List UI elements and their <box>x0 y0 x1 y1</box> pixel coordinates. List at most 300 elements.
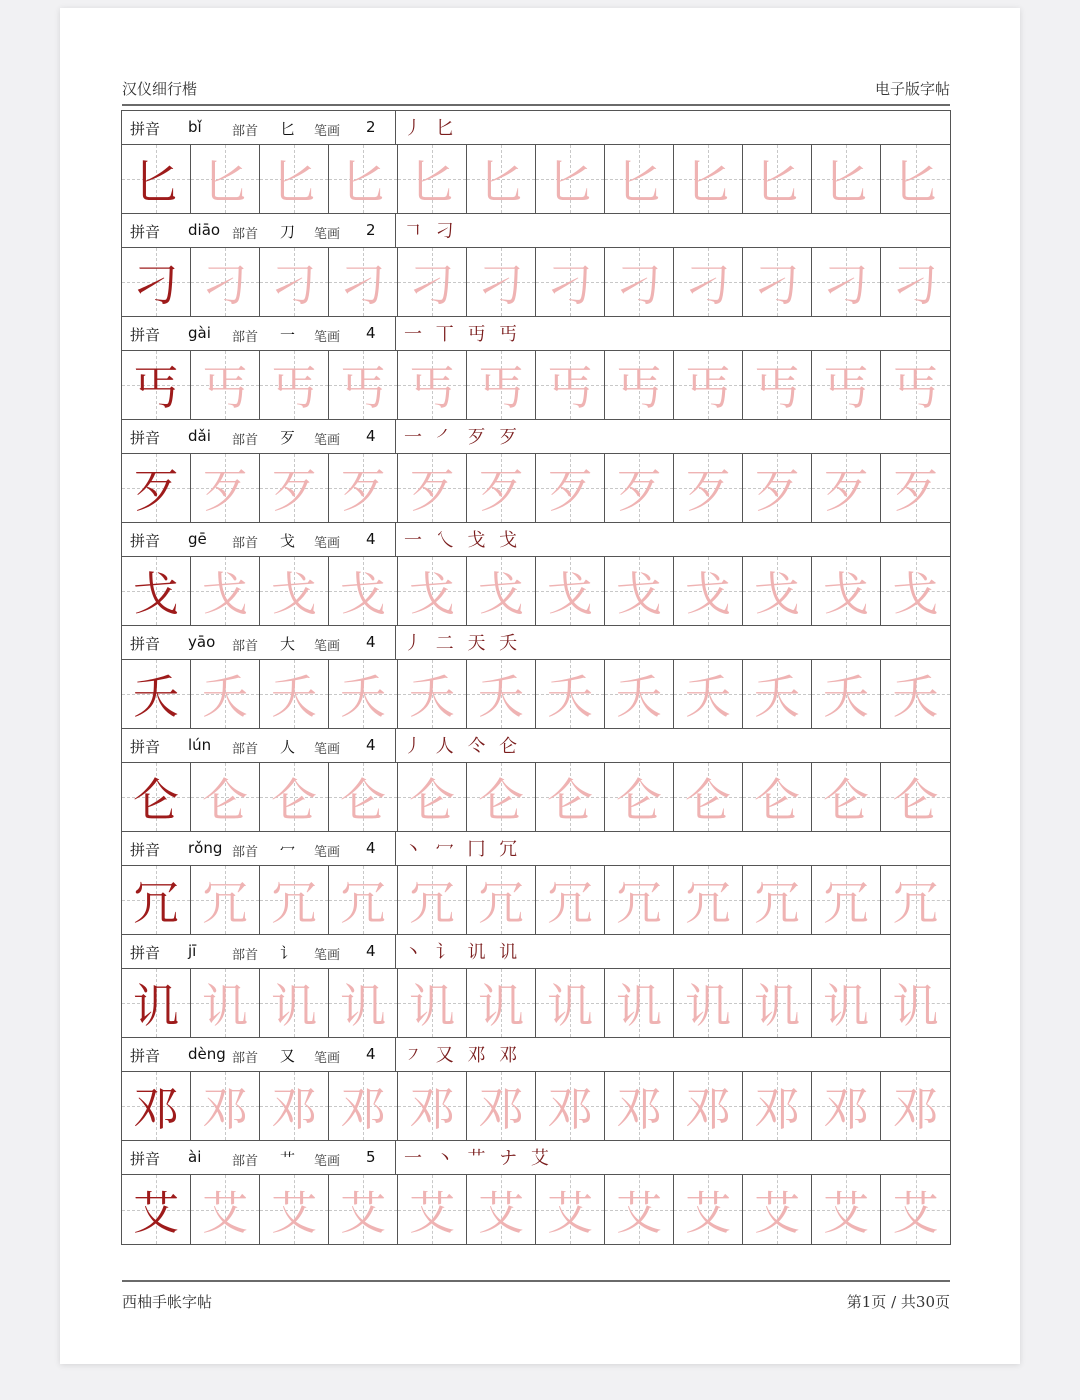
trace-character: 歹 <box>754 464 800 518</box>
pinyin-value: dèng <box>188 1045 226 1063</box>
trace-character: 匕 <box>685 155 731 209</box>
trace-character: 歹 <box>823 464 869 518</box>
pinyin-value: jī <box>188 942 197 960</box>
trace-cell <box>467 1072 536 1140</box>
trace-cell <box>674 969 743 1037</box>
trace-cell <box>260 660 329 728</box>
trace-character: 讥 <box>616 979 662 1033</box>
pinyin-label: 拼音 <box>130 635 161 653</box>
trace-character: 夭 <box>892 670 939 724</box>
trace-character: 刁 <box>478 258 524 312</box>
trace-character: 夭 <box>202 670 248 724</box>
trace-cell <box>812 351 881 419</box>
trace-character: 丐 <box>616 361 662 415</box>
trace-cell <box>398 1175 467 1244</box>
entry-meta <box>122 729 396 762</box>
trace-character: 讥 <box>271 979 317 1033</box>
pinyin-label: 拼音 <box>130 1047 161 1065</box>
character-entry <box>122 317 950 420</box>
trace-character: 刁 <box>202 258 248 312</box>
trace-character: 冗 <box>892 876 939 930</box>
entry-info-row <box>122 420 950 454</box>
stroke-count-label: 笔画 <box>314 536 341 551</box>
trace-cell <box>260 763 329 831</box>
stroke-count-value: 4 <box>366 839 376 857</box>
trace-cell <box>605 1072 674 1140</box>
radical-label: 部首 <box>232 639 259 654</box>
trace-character: 艾 <box>685 1185 731 1240</box>
character-entry <box>122 935 950 1038</box>
radical-value: 大 <box>280 635 296 653</box>
trace-character: 匕 <box>616 155 662 209</box>
trace-character: 刁 <box>409 258 455 312</box>
stroke-count-label: 笔画 <box>314 948 341 963</box>
practice-row <box>122 969 950 1038</box>
trace-character: 邓 <box>892 1082 939 1136</box>
trace-cell <box>467 1175 536 1244</box>
pinyin-value: ài <box>188 1148 202 1166</box>
trace-character: 仑 <box>547 773 593 827</box>
trace-character: 冗 <box>616 876 662 930</box>
radical-value: 讠 <box>280 944 296 962</box>
trace-character: 匕 <box>340 155 386 209</box>
trace-character: 讥 <box>823 979 869 1033</box>
trace-cell <box>605 763 674 831</box>
pinyin-value: bǐ <box>188 118 202 136</box>
trace-character: 邓 <box>823 1082 869 1136</box>
stroke-order: 一 ㇒ 歹 歹 <box>404 427 522 448</box>
pinyin-value: yāo <box>188 633 216 651</box>
character-entry <box>122 832 950 935</box>
trace-character: 仑 <box>478 773 524 827</box>
trace-cell <box>260 866 329 934</box>
model-cell <box>122 1175 191 1244</box>
stroke-order: 丿 二 天 夭 <box>404 633 522 654</box>
trace-character: 歹 <box>685 464 731 518</box>
entry-info-row <box>122 1141 950 1175</box>
trace-character: 丐 <box>409 361 455 415</box>
trace-character: 艾 <box>340 1185 386 1240</box>
trace-cell <box>329 557 398 625</box>
trace-character: 匕 <box>892 155 939 209</box>
trace-cell <box>605 248 674 316</box>
stroke-count-value: 4 <box>366 1045 376 1063</box>
radical-value: 一 <box>280 326 296 344</box>
model-character: 冗 <box>133 876 179 930</box>
character-entry <box>122 1141 950 1244</box>
model-character: 仑 <box>133 773 179 827</box>
trace-cell <box>743 763 812 831</box>
trace-character: 刁 <box>340 258 386 312</box>
model-character: 戈 <box>133 567 179 621</box>
model-character: 夭 <box>133 670 179 724</box>
trace-character: 冗 <box>202 876 248 930</box>
model-character: 刁 <box>133 258 179 312</box>
trace-character: 夭 <box>823 670 869 724</box>
trace-character: 冗 <box>754 876 800 930</box>
stroke-count-value: 4 <box>366 324 376 342</box>
trace-character: 歹 <box>409 464 455 518</box>
trace-character: 邓 <box>271 1082 317 1136</box>
trace-cell <box>398 763 467 831</box>
pinyin-label: 拼音 <box>130 223 161 241</box>
trace-cell <box>674 557 743 625</box>
radical-value: 戈 <box>280 532 296 550</box>
trace-cell <box>467 557 536 625</box>
trace-character: 艾 <box>823 1185 869 1240</box>
trace-character: 仑 <box>202 773 248 827</box>
radical-value: 歹 <box>280 429 296 447</box>
stroke-count-label: 笔画 <box>314 845 341 860</box>
trace-character: 仑 <box>409 773 455 827</box>
trace-cell <box>329 969 398 1037</box>
trace-cell <box>881 763 950 831</box>
trace-cell <box>191 763 260 831</box>
practice-row <box>122 557 950 626</box>
trace-character: 夭 <box>685 670 731 724</box>
trace-cell <box>467 145 536 213</box>
trace-cell <box>398 660 467 728</box>
trace-character: 戈 <box>892 567 939 621</box>
stroke-order: ㇇ 又 邓 邓 <box>404 1045 522 1066</box>
entry-info-row <box>122 626 950 660</box>
stroke-order: 丶 冖 冂 冗 <box>404 839 522 860</box>
trace-cell <box>674 351 743 419</box>
brand-name: 西柚手帐字帖 <box>122 1293 213 1311</box>
pinyin-label: 拼音 <box>130 1150 161 1168</box>
stroke-count-label: 笔画 <box>314 742 341 757</box>
trace-character: 匕 <box>478 155 524 209</box>
pinyin-value: dǎi <box>188 427 211 445</box>
trace-cell <box>467 866 536 934</box>
trace-cell <box>743 557 812 625</box>
trace-character: 刁 <box>685 258 731 312</box>
trace-character: 艾 <box>202 1185 248 1240</box>
entry-info-row <box>122 832 950 866</box>
character-entry <box>122 729 950 832</box>
stroke-order: 丿 人 仒 仑 <box>404 736 522 757</box>
trace-cell <box>605 557 674 625</box>
trace-cell <box>812 454 881 522</box>
trace-character: 艾 <box>892 1185 939 1240</box>
pinyin-value: lún <box>188 736 212 754</box>
stroke-order: 丿 匕 <box>404 118 458 139</box>
pinyin-value: gē <box>188 530 207 548</box>
radical-value: 人 <box>280 738 296 756</box>
trace-cell <box>743 866 812 934</box>
radical-value: 刀 <box>280 223 296 241</box>
practice-row <box>122 866 950 935</box>
entry-info-row <box>122 935 950 969</box>
trace-character: 仑 <box>685 773 731 827</box>
trace-cell <box>398 145 467 213</box>
trace-cell <box>329 248 398 316</box>
trace-character: 丐 <box>685 361 731 415</box>
trace-cell <box>743 145 812 213</box>
entry-info-row <box>122 111 950 145</box>
stroke-count-value: 4 <box>366 736 376 754</box>
trace-cell <box>467 969 536 1037</box>
character-entry <box>122 523 950 626</box>
stroke-count-value: 2 <box>366 118 376 136</box>
trace-character: 冗 <box>340 876 386 930</box>
radical-value: 冖 <box>280 841 296 859</box>
trace-cell <box>605 660 674 728</box>
trace-cell <box>605 351 674 419</box>
radical-label: 部首 <box>232 227 259 242</box>
trace-cell <box>329 763 398 831</box>
trace-character: 冗 <box>409 876 455 930</box>
trace-cell <box>467 763 536 831</box>
stroke-count-label: 笔画 <box>314 1154 341 1169</box>
trace-character: 讥 <box>409 979 455 1033</box>
trace-character: 夭 <box>547 670 593 724</box>
trace-cell <box>881 1072 950 1140</box>
trace-cell <box>329 1175 398 1244</box>
stroke-order: 一 乀 戈 戈 <box>404 530 522 551</box>
entry-meta <box>122 523 396 556</box>
trace-character: 讥 <box>892 979 939 1033</box>
trace-character: 丐 <box>271 361 317 415</box>
page-footer <box>122 1280 950 1312</box>
trace-cell <box>812 763 881 831</box>
trace-cell <box>536 248 605 316</box>
trace-cell <box>536 969 605 1037</box>
entry-info-row <box>122 729 950 763</box>
radical-label: 部首 <box>232 330 259 345</box>
trace-cell <box>674 763 743 831</box>
trace-cell <box>191 454 260 522</box>
trace-character: 讥 <box>685 979 731 1033</box>
trace-character: 刁 <box>754 258 800 312</box>
trace-character: 邓 <box>547 1082 593 1136</box>
trace-character: 艾 <box>547 1185 593 1240</box>
trace-cell <box>881 557 950 625</box>
radical-label: 部首 <box>232 124 259 139</box>
trace-character: 戈 <box>478 567 524 621</box>
trace-cell <box>467 248 536 316</box>
trace-character: 丐 <box>340 361 386 415</box>
trace-cell <box>812 1072 881 1140</box>
trace-cell <box>398 1072 467 1140</box>
trace-cell <box>260 454 329 522</box>
pinyin-label: 拼音 <box>130 429 161 447</box>
model-cell <box>122 763 191 831</box>
pinyin-label: 拼音 <box>130 532 161 550</box>
trace-character: 仑 <box>271 773 317 827</box>
stroke-count-value: 4 <box>366 633 376 651</box>
model-cell <box>122 351 191 419</box>
stroke-order: 一 丶 艹 ナ 艾 <box>404 1148 553 1169</box>
trace-character: 丐 <box>892 361 939 415</box>
entry-meta <box>122 832 396 865</box>
trace-character: 丐 <box>823 361 869 415</box>
trace-cell <box>674 454 743 522</box>
trace-character: 艾 <box>616 1185 662 1240</box>
radical-label: 部首 <box>232 742 259 757</box>
trace-cell <box>812 145 881 213</box>
entry-info-row <box>122 317 950 351</box>
trace-cell <box>674 145 743 213</box>
trace-character: 戈 <box>271 567 317 621</box>
trace-character: 戈 <box>685 567 731 621</box>
practice-row <box>122 248 950 317</box>
trace-cell <box>260 145 329 213</box>
trace-character: 夭 <box>409 670 455 724</box>
trace-cell <box>260 1072 329 1140</box>
trace-character: 仑 <box>823 773 869 827</box>
trace-cell <box>881 454 950 522</box>
trace-cell <box>743 248 812 316</box>
trace-character: 邓 <box>478 1082 524 1136</box>
trace-cell <box>536 866 605 934</box>
model-cell <box>122 660 191 728</box>
model-cell <box>122 969 191 1037</box>
trace-cell <box>191 248 260 316</box>
character-entry <box>122 111 950 214</box>
model-character: 丐 <box>133 361 179 415</box>
trace-character: 歹 <box>340 464 386 518</box>
trace-cell <box>605 969 674 1037</box>
trace-cell <box>536 557 605 625</box>
trace-character: 丐 <box>754 361 800 415</box>
stroke-count-label: 笔画 <box>314 330 341 345</box>
pinyin-value: diāo <box>188 221 221 239</box>
trace-cell <box>536 1175 605 1244</box>
trace-cell <box>812 557 881 625</box>
radical-value: 又 <box>280 1047 296 1065</box>
trace-cell <box>398 866 467 934</box>
trace-cell <box>812 969 881 1037</box>
trace-character: 戈 <box>340 567 386 621</box>
pinyin-label: 拼音 <box>130 326 161 344</box>
practice-row <box>122 351 950 420</box>
trace-cell <box>605 866 674 934</box>
trace-character: 夭 <box>271 670 317 724</box>
trace-character: 邓 <box>202 1082 248 1136</box>
trace-cell <box>743 660 812 728</box>
stroke-order: 𠃍 刁 <box>404 221 458 242</box>
trace-character: 夭 <box>340 670 386 724</box>
trace-cell <box>536 1072 605 1140</box>
radical-label: 部首 <box>232 536 259 551</box>
trace-cell <box>881 969 950 1037</box>
radical-label: 部首 <box>232 433 259 448</box>
trace-cell <box>674 1175 743 1244</box>
trace-cell <box>743 351 812 419</box>
trace-cell <box>191 557 260 625</box>
entry-info-row <box>122 214 950 248</box>
trace-character: 讥 <box>478 979 524 1033</box>
trace-cell <box>329 1072 398 1140</box>
page-sheet <box>60 8 1020 1364</box>
practice-row <box>122 454 950 523</box>
trace-character: 丐 <box>547 361 593 415</box>
trace-cell <box>536 763 605 831</box>
trace-character: 仑 <box>754 773 800 827</box>
radical-value: 艹 <box>280 1150 296 1168</box>
trace-cell <box>467 454 536 522</box>
trace-cell <box>398 351 467 419</box>
trace-character: 邓 <box>409 1082 455 1136</box>
trace-cell <box>536 660 605 728</box>
trace-character: 艾 <box>754 1185 800 1240</box>
radical-label: 部首 <box>232 1051 259 1066</box>
trace-character: 夭 <box>754 670 800 724</box>
trace-character: 讥 <box>202 979 248 1033</box>
model-character: 邓 <box>133 1082 179 1136</box>
trace-cell <box>881 866 950 934</box>
trace-cell <box>260 557 329 625</box>
character-entry <box>122 626 950 729</box>
trace-character: 歹 <box>202 464 248 518</box>
practice-row <box>122 1072 950 1141</box>
trace-cell <box>191 660 260 728</box>
page-number: 第1页 / 共30页 <box>846 1293 950 1311</box>
trace-character: 戈 <box>754 567 800 621</box>
trace-character: 夭 <box>616 670 662 724</box>
trace-character: 刁 <box>547 258 593 312</box>
trace-cell <box>191 969 260 1037</box>
pinyin-value: gài <box>188 324 211 342</box>
entry-meta <box>122 1141 396 1174</box>
trace-character: 邓 <box>754 1082 800 1136</box>
trace-cell <box>674 248 743 316</box>
trace-cell <box>536 454 605 522</box>
trace-character: 仑 <box>616 773 662 827</box>
trace-cell <box>398 248 467 316</box>
entry-info-row <box>122 1038 950 1072</box>
entry-meta <box>122 214 396 247</box>
pinyin-label: 拼音 <box>130 841 161 859</box>
model-cell <box>122 248 191 316</box>
trace-cell <box>329 660 398 728</box>
entry-meta <box>122 420 396 453</box>
trace-cell <box>398 557 467 625</box>
trace-cell <box>329 145 398 213</box>
trace-character: 邓 <box>616 1082 662 1136</box>
trace-cell <box>674 1072 743 1140</box>
radical-value: 匕 <box>280 120 296 138</box>
trace-character: 讥 <box>547 979 593 1033</box>
font-name: 汉仪细行楷 <box>122 80 198 98</box>
model-character: 讥 <box>133 979 179 1033</box>
stroke-count-label: 笔画 <box>314 639 341 654</box>
trace-cell <box>674 660 743 728</box>
trace-character: 仑 <box>892 773 939 827</box>
stroke-order: 一 丅 丏 丐 <box>404 324 522 345</box>
character-entry <box>122 420 950 523</box>
stroke-count-label: 笔画 <box>314 433 341 448</box>
trace-character: 冗 <box>685 876 731 930</box>
radical-label: 部首 <box>232 845 259 860</box>
trace-character: 匕 <box>754 155 800 209</box>
trace-character: 丐 <box>478 361 524 415</box>
trace-cell <box>812 660 881 728</box>
trace-character: 刁 <box>892 258 939 312</box>
stroke-count-label: 笔画 <box>314 124 341 139</box>
stroke-count-label: 笔画 <box>314 227 341 242</box>
trace-cell <box>260 1175 329 1244</box>
trace-cell <box>743 1072 812 1140</box>
trace-cell <box>812 248 881 316</box>
trace-cell <box>260 248 329 316</box>
sheet-type: 电子版字帖 <box>874 80 950 98</box>
trace-cell <box>881 248 950 316</box>
entry-meta <box>122 1038 396 1071</box>
trace-cell <box>467 660 536 728</box>
trace-cell <box>260 969 329 1037</box>
